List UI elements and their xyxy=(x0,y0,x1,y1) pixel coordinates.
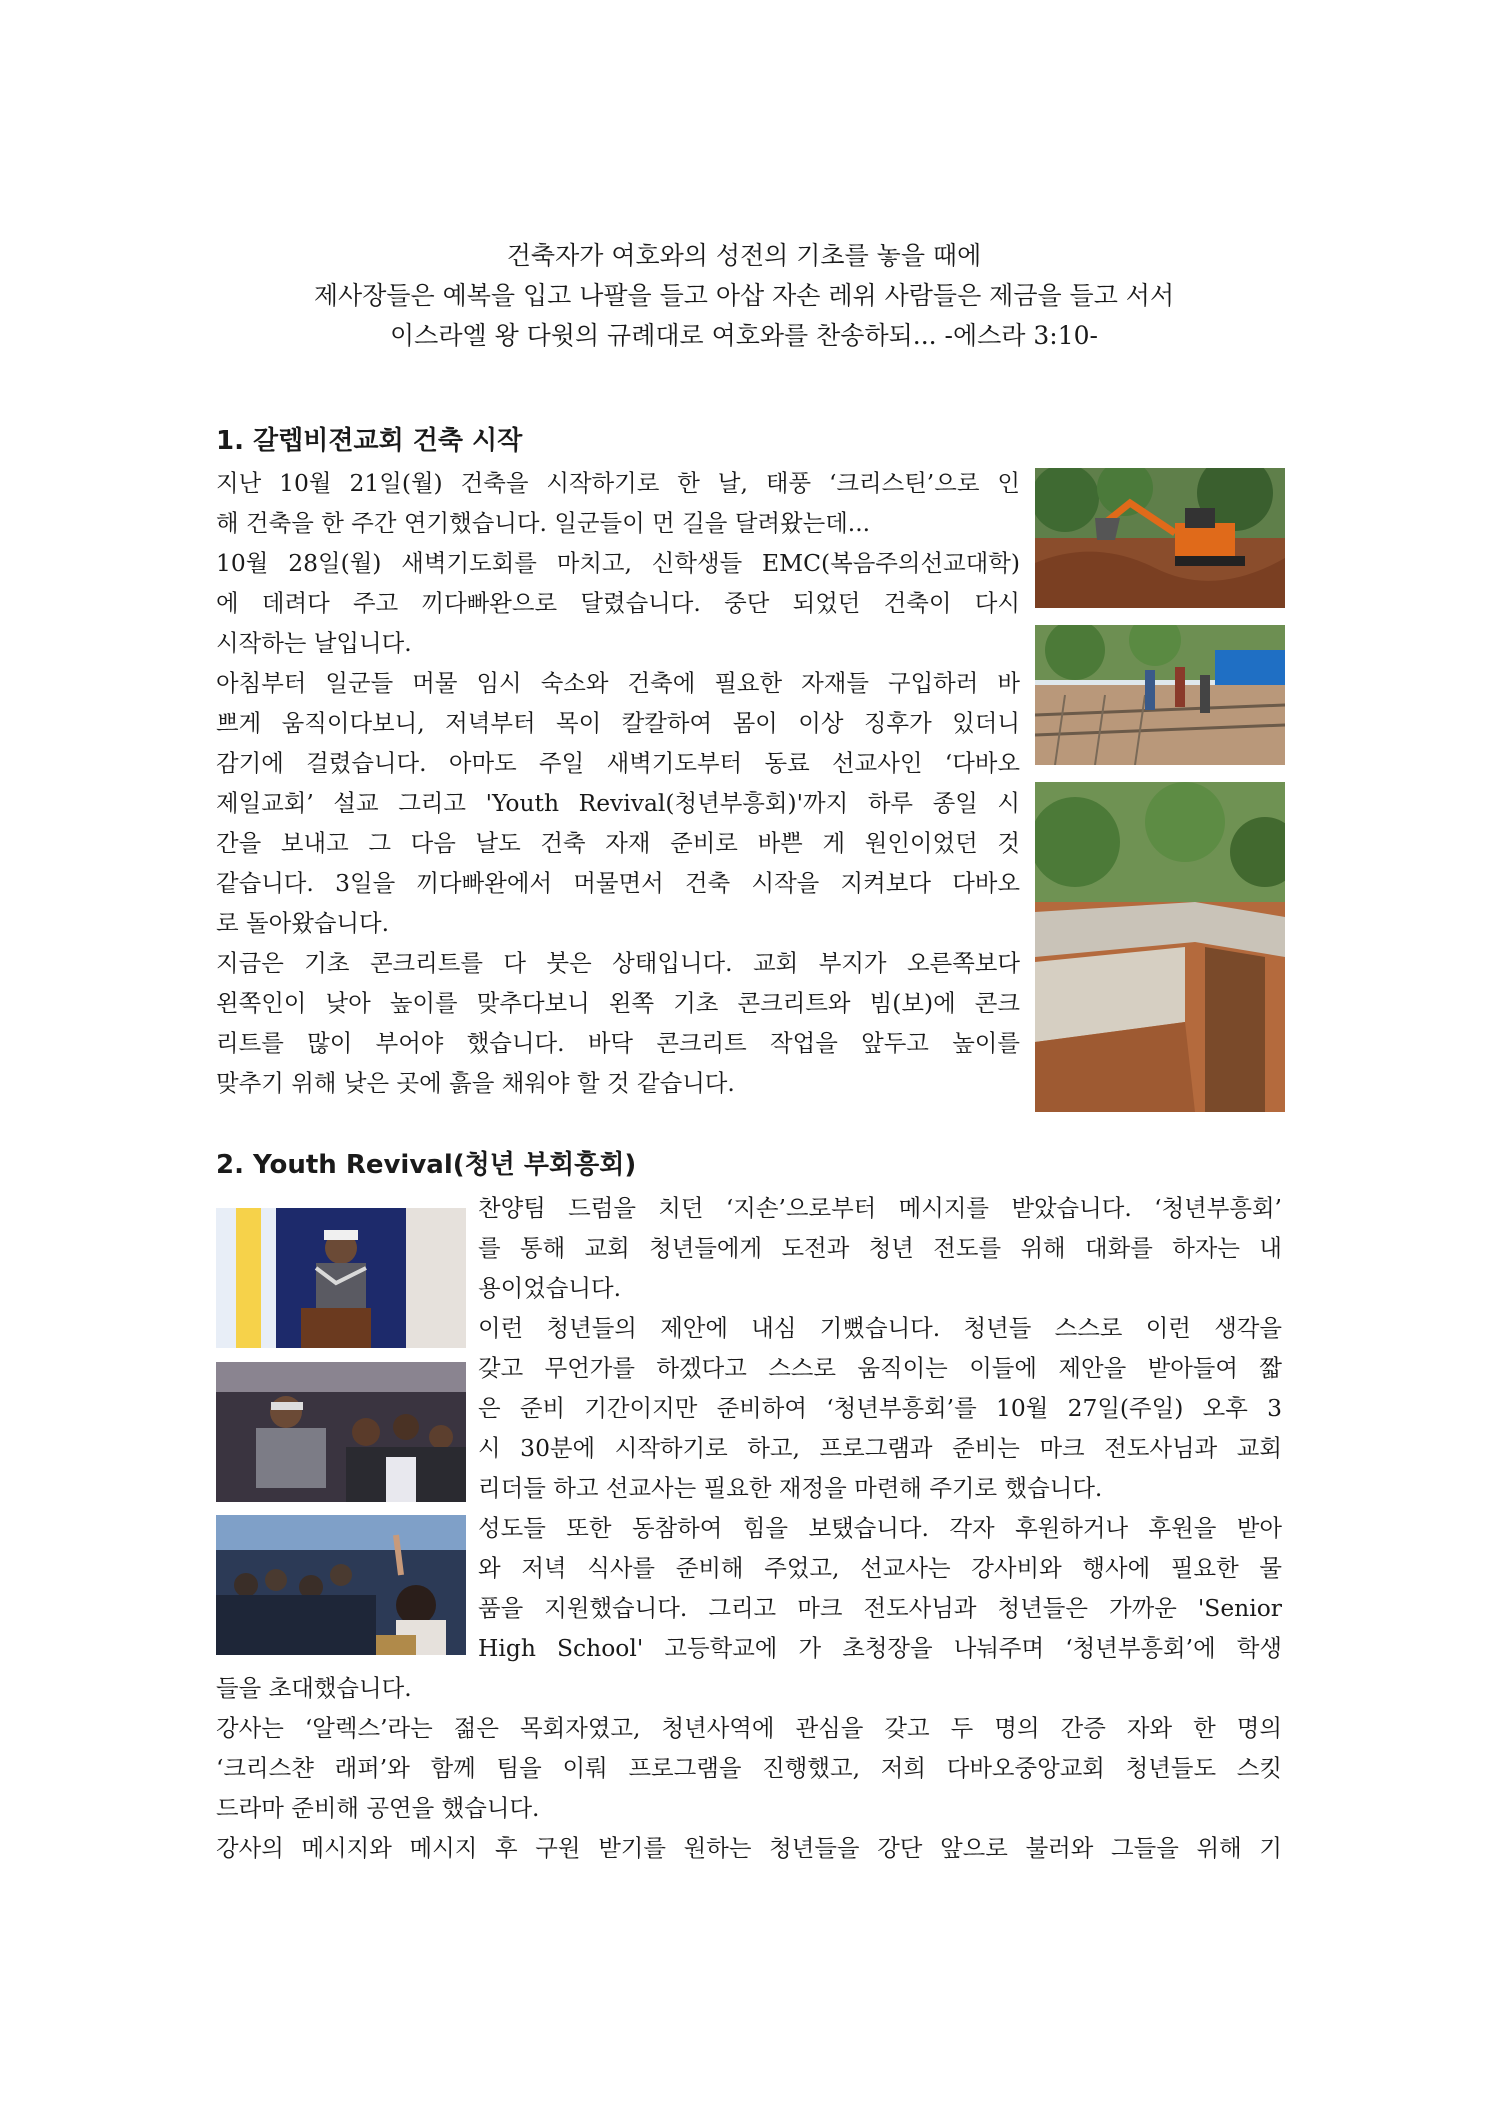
section-1-heading: 1. 갈렙비젼교회 건축 시작 xyxy=(216,426,523,456)
verse-line: 제사장들은 예복을 입고 나팔을 들고 아삽 자손 레위 사람들은 제금을 들고 서서 xyxy=(313,281,1175,310)
foundation-photo xyxy=(1035,782,1285,1112)
section-2-body-beside xyxy=(478,1188,1282,1668)
text-line: 로 돌아왔습니다. xyxy=(216,909,390,937)
text-line: 이런 청년들의 제안에 내심 기뻤습니다. 청년들 스스로 이런 생각을 xyxy=(478,1314,1282,1342)
text-line: 왼쪽인이 낮아 높이를 맞추다보니 왼쪽 기초 콘크리트와 빔(보)에 콘크 xyxy=(216,989,1020,1017)
section-1-body xyxy=(216,463,1020,1103)
text-line: 제일교회’ 설교 그리고 'Youth Revival(청년부흥회)'까지 하루 종일 시 xyxy=(216,789,1020,817)
text-line: 에 데려다 주고 끼다빠완으로 달렸습니다. 중단 되었던 건축이 다시 xyxy=(216,589,1020,617)
text-line: 해 건축을 한 주간 연기했습니다. 일군들이 먼 길을 달려왔는데... xyxy=(216,509,871,537)
scripture-verse xyxy=(150,236,1338,356)
text-line: 찬양팀 드럼을 치던 ‘지손’으로부터 메시지를 받았습니다. ‘청년부흥회’ xyxy=(478,1194,1282,1222)
text-line: 맞추기 위해 낮은 곳에 흙을 채워야 할 것 같습니다. xyxy=(216,1069,735,1097)
text-line: 10월 28일(월) 새벽기도회를 마치고, 신학생들 EMC(복음주의선교대학) xyxy=(216,549,1020,577)
text-line: 강사는 ‘알렉스’라는 젊은 목회자였고, 청년사역에 관심을 갖고 두 명의 간증 자와 한 명의 xyxy=(216,1714,1282,1742)
text-line: 갖고 무언가를 하겠다고 스스로 움직이는 이들에 제안을 받아들여 짧 xyxy=(478,1354,1282,1382)
text-line: 시 30분에 시작하기로 하고, 프로그램과 준비는 마크 전도사님과 교회 xyxy=(478,1434,1282,1462)
text-line: 와 저녁 식사를 준비해 주었고, 선교사는 강사비와 행사에 필요한 물 xyxy=(478,1554,1282,1582)
verse-line: 건축자가 여호와의 성전의 기초를 놓을 때에 xyxy=(506,241,982,270)
text-line: 들을 초대했습니다. xyxy=(216,1674,412,1702)
text-line: 용이었습니다. xyxy=(478,1274,622,1302)
text-line: 리트를 많이 부어야 했습니다. 바닥 콘크리트 작업을 앞두고 높이를 xyxy=(216,1029,1020,1057)
verse-line: 이스라엘 왕 다윗의 규례대로 여호와를 찬송하되... -에스라 3:10- xyxy=(390,321,1098,350)
excavator-photo xyxy=(1035,468,1285,608)
text-line: 성도들 또한 동참하여 힘을 보탰습니다. 각자 후원하거나 후원을 받아 xyxy=(478,1514,1282,1542)
text-line: 감기에 걸렸습니다. 아마도 주일 새벽기도부터 동료 선교사인 ‘다바오 xyxy=(216,749,1020,777)
section-2-heading: 2. Youth Revival(청년 부회흥회) xyxy=(216,1150,637,1180)
text-line: 리더들 하고 선교사는 필요한 재정을 마련해 주기로 했습니다. xyxy=(478,1474,1103,1502)
text-line: 강사의 메시지와 메시지 후 구원 받기를 원하는 청년들을 강단 앞으로 불러와 그들을 위해 기 xyxy=(216,1834,1282,1862)
text-line: High School' 고등학교에 가 초청장을 나눠주며 ‘청년부흥회’에 학생 xyxy=(478,1634,1282,1662)
text-line: 간을 보내고 그 다음 날도 건축 자재 준비로 바쁜 게 원인이었던 것 xyxy=(216,829,1020,857)
text-line: 은 준비 기간이지만 준비하여 ‘청년부흥회’를 10월 27일(주일) 오후 3 xyxy=(478,1394,1282,1422)
prayer-photo xyxy=(216,1362,466,1502)
text-line: 지난 10월 21일(월) 건축을 시작하기로 한 날, 태풍 ‘크리스틴’으로 인 xyxy=(216,469,1020,497)
speaker-photo xyxy=(216,1208,466,1348)
section-2-body-full xyxy=(216,1668,1282,1868)
text-line: 같습니다. 3일을 끼다빠완에서 머물면서 건축 시작을 지켜보다 다바오 xyxy=(216,869,1020,897)
text-line: 지금은 기초 콘크리트를 다 붓은 상태입니다. 교회 부지가 오른쪽보다 xyxy=(216,949,1020,977)
text-line: 를 통해 교회 청년들에게 도전과 청년 전도를 위해 대화를 하자는 내 xyxy=(478,1234,1282,1262)
text-line: ‘크리스챤 래퍼’와 함께 팀을 이뤄 프로그램을 진행했고, 저희 다바오중앙교회 청년들도 스킷 xyxy=(216,1754,1282,1782)
rebar-site-photo xyxy=(1035,625,1285,765)
text-line: 아침부터 일군들 머물 임시 숙소와 건축에 필요한 자재들 구입하러 바 xyxy=(216,669,1020,697)
text-line: 쁘게 움직이다보니, 저녁부터 목이 칼칼하여 몸이 이상 징후가 있더니 xyxy=(216,709,1020,737)
worship-photo xyxy=(216,1515,466,1655)
text-line: 품을 지원했습니다. 그리고 마크 전도사님과 청년들은 가까운 'Senior xyxy=(478,1594,1282,1622)
text-line: 시작하는 날입니다. xyxy=(216,629,412,657)
text-line: 드라마 준비해 공연을 했습니다. xyxy=(216,1794,540,1822)
